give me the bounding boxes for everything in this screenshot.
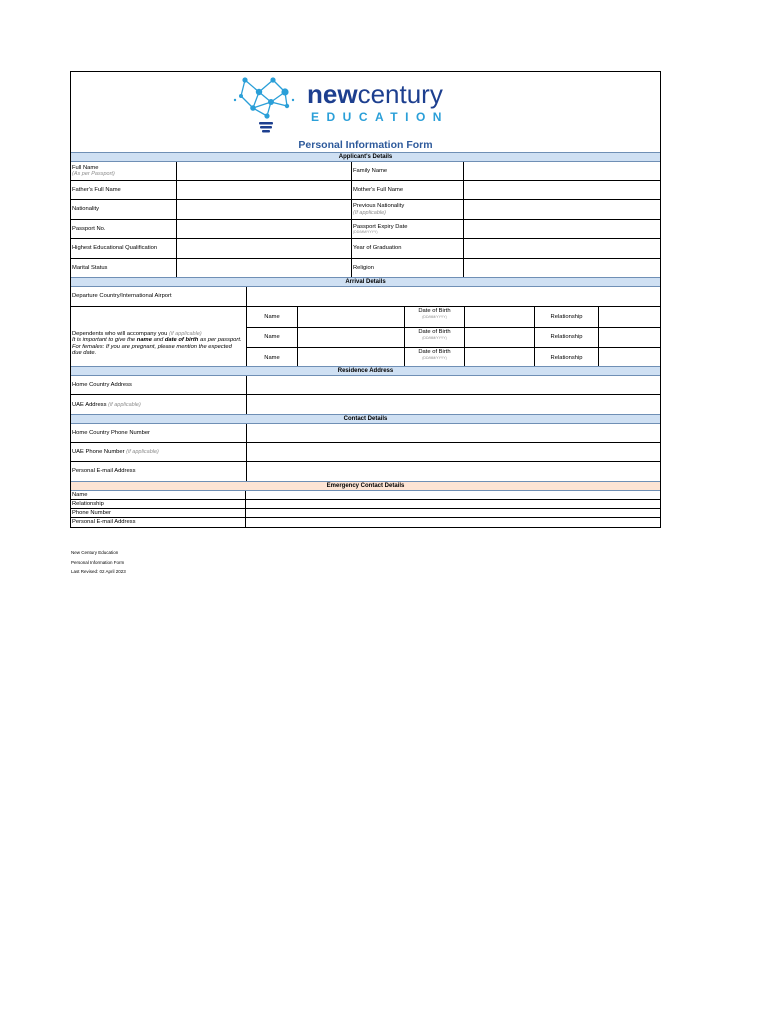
dependent-relationship-field[interactable] (598, 348, 660, 368)
row-email (71, 462, 660, 481)
row-uae-phone (71, 443, 660, 462)
departure-field[interactable] (246, 287, 660, 306)
lightbulb-network-icon (231, 72, 301, 136)
dependent-relationship-label: Relationship (550, 313, 583, 320)
education-field[interactable] (176, 239, 351, 258)
row-home-address (71, 376, 660, 395)
section-arrival-details: Arrival Details (71, 277, 660, 287)
brand-new-text: new (307, 79, 358, 109)
mothers-name-field[interactable] (463, 181, 660, 199)
dependent-relationship-field[interactable] (598, 307, 660, 327)
marital-status-field[interactable] (176, 259, 351, 278)
dependent-dob-label: Date of Birth (418, 329, 451, 335)
dependents-hint: (if applicable) (169, 330, 202, 337)
emergency-name-field[interactable] (245, 491, 660, 499)
family-name-field[interactable] (463, 162, 660, 180)
fathers-name-field[interactable] (176, 181, 351, 199)
emergency-relationship-field[interactable] (245, 500, 660, 508)
dependents-grid (246, 307, 660, 368)
emergency-email-field[interactable] (245, 518, 660, 527)
footer-company: New Century Education (71, 550, 119, 555)
dependent-dob-label: Date of Birth (418, 349, 451, 355)
dependent-dob-hint: (DD/MM/YYYY) (422, 335, 447, 340)
section-emergency-contact: Emergency Contact Details (71, 481, 660, 491)
footer-form-name: Personal Information Form (71, 560, 125, 565)
dependent-name-label: Name (264, 334, 280, 341)
family-name-label: Family Name (353, 167, 388, 174)
row-emergency-relationship (71, 500, 660, 509)
dependent-dob-hint: (DD/MM/YYYY) (422, 355, 447, 360)
full-name-label: Full Name (72, 164, 99, 171)
dependent-relationship-field[interactable] (598, 328, 660, 347)
dependent-name-field[interactable] (297, 307, 404, 327)
uae-phone-hint: (if applicable) (126, 448, 159, 455)
row-departure (71, 287, 660, 307)
passport-no-label: Passport No. (72, 225, 106, 232)
row-uae-address (71, 395, 660, 415)
emergency-phone-field[interactable] (245, 509, 660, 517)
row-nationality (71, 200, 660, 220)
home-phone-field[interactable] (246, 424, 660, 442)
prev-nationality-hint: (If applicable) (353, 209, 387, 216)
prev-nationality-field[interactable] (463, 200, 660, 219)
departure-label: Departure Country/International Airport (72, 293, 172, 300)
education-label: Highest Educational Qualification (72, 245, 158, 252)
nationality-label: Nationality (72, 206, 100, 213)
row-full-name (71, 162, 660, 181)
passport-expiry-label: Passport Expiry Date (353, 223, 408, 230)
dependent-dob-field[interactable] (464, 307, 534, 327)
nationality-field[interactable] (176, 200, 351, 219)
section-applicant-details: Applicant's Details (71, 152, 660, 162)
row-passport (71, 220, 660, 239)
home-address-field[interactable] (246, 376, 660, 394)
dependents-note-dob: date of birth (164, 337, 199, 344)
dependent-name-field[interactable] (297, 348, 404, 368)
brand-century-text: century (357, 79, 443, 109)
graduation-year-label: Year of Graduation (353, 245, 402, 252)
uae-address-label: UAE Address (72, 401, 107, 408)
full-name-hint: (As per Passport) (72, 171, 115, 177)
passport-no-field[interactable] (176, 220, 351, 238)
dependents-note-and: and (153, 337, 164, 344)
personal-information-form (70, 71, 661, 528)
dependent-name-field[interactable] (297, 328, 404, 347)
passport-expiry-hint: (DD/MM/YYYY) (353, 230, 378, 235)
row-emergency-email (71, 518, 660, 527)
graduation-year-field[interactable] (463, 239, 660, 258)
section-contact-details: Contact Details (71, 414, 660, 424)
dependent-dob-field[interactable] (464, 348, 534, 368)
dependents-label: Dependents who will accompany you (72, 330, 168, 337)
dependent-row (247, 307, 660, 328)
email-label: Personal E-mail Address (72, 468, 136, 475)
row-parents (71, 181, 660, 200)
emergency-phone-label: Phone Number (72, 510, 111, 516)
prev-nationality-label: Previous Nationality (353, 203, 405, 209)
emergency-relationship-label: Relationship (72, 501, 104, 507)
dependent-row (247, 328, 660, 348)
row-marital (71, 259, 660, 278)
dependents-note-2: as per passport. For females: If you are pregnant, please mention the expected due date. (72, 337, 242, 356)
dependents-note-name: name (136, 337, 152, 344)
uae-address-hint: (if applicable) (108, 401, 141, 408)
religion-label: Religion (353, 265, 374, 272)
uae-address-field[interactable] (246, 395, 660, 415)
home-address-label: Home Country Address (72, 381, 132, 388)
row-home-phone (71, 424, 660, 443)
footer-revised: Last Revised: 02 April 2023 (71, 569, 126, 574)
fathers-name-label: Father's Full Name (72, 186, 121, 193)
emergency-name-label: Name (72, 492, 88, 498)
form-title: Personal Information Form (298, 139, 433, 151)
section-residence-address: Residence Address (71, 366, 660, 376)
dependent-dob-hint: (DD/MM/YYYY) (422, 314, 447, 319)
religion-field[interactable] (463, 259, 660, 278)
row-emergency-name (71, 491, 660, 500)
marital-status-label: Marital Status (72, 265, 108, 272)
dependent-name-label: Name (264, 354, 280, 361)
uae-phone-field[interactable] (246, 443, 660, 461)
dependent-row (247, 348, 660, 368)
home-phone-label: Home Country Phone Number (72, 429, 150, 436)
dependent-dob-label: Date of Birth (418, 308, 451, 314)
dependent-relationship-label: Relationship (550, 334, 583, 341)
mothers-name-label: Mother's Full Name (353, 186, 404, 193)
full-name-field[interactable] (176, 162, 351, 180)
uae-phone-label: UAE Phone Number (72, 448, 125, 455)
dependent-name-label: Name (264, 313, 280, 320)
emergency-email-label: Personal E-mail Address (72, 519, 136, 525)
row-emergency-phone (71, 509, 660, 518)
dependents-note-1: It is important to give the (72, 337, 136, 344)
dependent-relationship-label: Relationship (550, 354, 583, 361)
passport-expiry-field[interactable] (463, 220, 660, 238)
email-field[interactable] (246, 462, 660, 481)
brand-education-text: EDUCATION (311, 110, 449, 124)
row-dependents (71, 307, 660, 368)
dependent-dob-field[interactable] (464, 328, 534, 347)
row-education (71, 239, 660, 259)
